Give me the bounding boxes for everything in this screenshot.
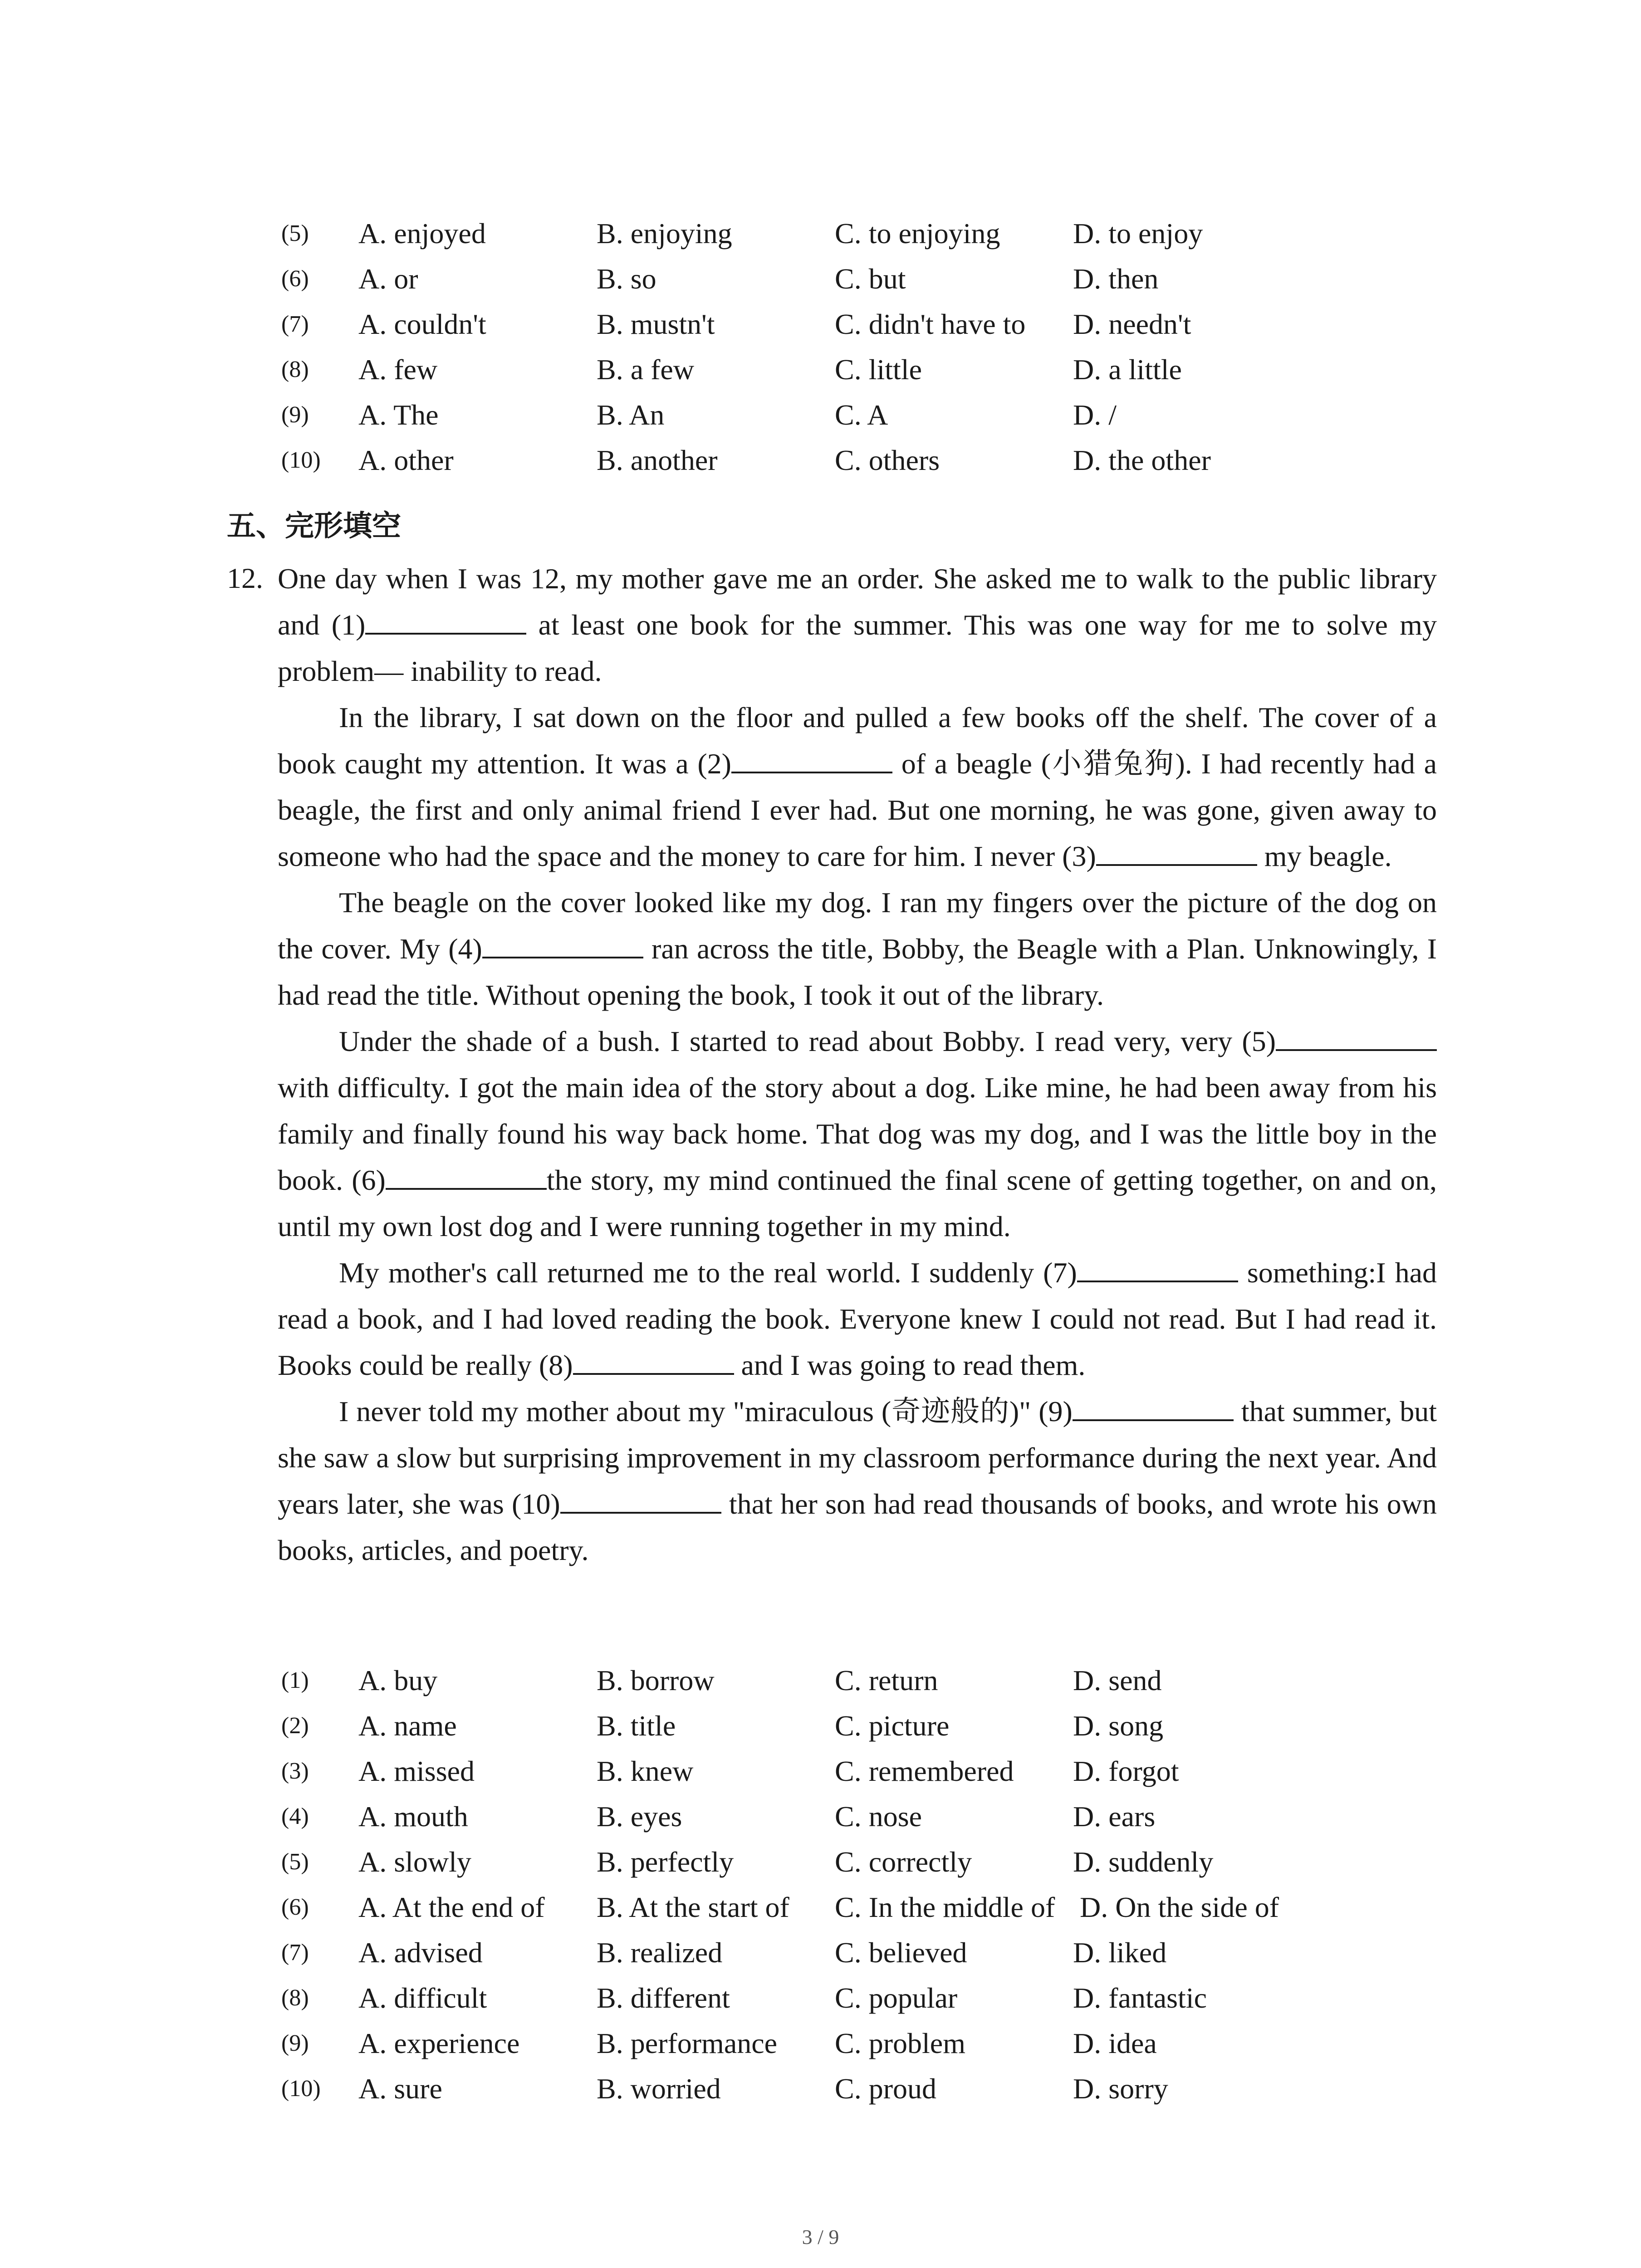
passage-text: In the library, I sat down on the floor and pulled a few books off the shelf. The cover of a book caught my attention. It was a (2): [278, 701, 1437, 780]
option-number: (7): [281, 311, 309, 337]
option-d: D. idea: [1073, 2027, 1157, 2059]
option-d: D. the other: [1073, 444, 1211, 476]
option-number: (9): [281, 2030, 309, 2056]
answer-blank[interactable]: [1077, 1251, 1238, 1282]
passage-paragraph: [278, 1018, 1437, 1250]
option-number: (8): [281, 357, 309, 382]
option-a: A. The: [358, 399, 439, 431]
option-number: (4): [281, 1804, 309, 1829]
passage-text: and I was going to read them.: [734, 1349, 1086, 1381]
option-a: A. advised: [358, 1936, 483, 1969]
passage-paragraph: [278, 556, 1437, 694]
option-b: B. title: [597, 1710, 676, 1742]
passage-text: my beagle.: [1257, 840, 1392, 872]
option-number: (6): [281, 266, 309, 292]
option-number: (7): [281, 1940, 309, 1965]
option-a: A. couldn't: [358, 308, 486, 340]
section-title: 五、完形填空: [227, 509, 401, 543]
passage-text: My mother's call returned me to the real world. I suddenly (7): [339, 1256, 1077, 1289]
option-d: D. fantastic: [1073, 1982, 1207, 2014]
passage-text: I never told my mother about my "miraculous (奇迹般的)" (9): [339, 1395, 1073, 1427]
option-d: D. a little: [1073, 353, 1182, 386]
option-a: A. slowly: [358, 1846, 471, 1878]
option-a: A. sure: [358, 2072, 442, 2105]
option-d: D. song: [1073, 1710, 1164, 1742]
option-d: D. On the side of: [1080, 1891, 1279, 1923]
option-a: A. buy: [358, 1664, 438, 1696]
passage-text: One day when I was 12, my mother gave me an order. She asked me to walk to the public library and (1): [278, 562, 1437, 641]
answer-blank[interactable]: [560, 1483, 721, 1514]
passage-text: something:I had read a book, and I had loved reading the book. Everyone knew I could not read. But I had read it. Books could be really (8): [278, 1256, 1437, 1381]
option-a: A. other: [358, 444, 454, 476]
option-b: B. realized: [597, 1936, 723, 1969]
option-number: (9): [281, 402, 309, 428]
option-number: (10): [281, 2076, 321, 2102]
option-c: C. but: [835, 263, 906, 295]
option-b: B. knew: [597, 1755, 694, 1787]
passage-text: that summer, but she saw a slow but surprising improvement in my classroom performance during the next year. And years later, she was (10): [278, 1395, 1437, 1520]
option-b: B. eyes: [597, 1800, 682, 1833]
answer-blank[interactable]: [1276, 1020, 1437, 1051]
option-b: B. a few: [597, 353, 695, 386]
passage-paragraph: [278, 880, 1437, 1018]
option-c: C. popular: [835, 1982, 958, 2014]
option-number: (1): [281, 1667, 309, 1693]
option-c: C. to enjoying: [835, 217, 1000, 249]
option-d: D. sorry: [1073, 2072, 1168, 2105]
option-c: C. In the middle of: [835, 1891, 1055, 1923]
option-d: D. ears: [1073, 1800, 1156, 1833]
option-b: B. worried: [597, 2072, 721, 2105]
answer-blank[interactable]: [731, 743, 892, 773]
passage-paragraph: [278, 1250, 1437, 1388]
option-c: C. didn't have to: [835, 308, 1026, 340]
option-b: B. borrow: [597, 1664, 715, 1696]
option-c: C. little: [835, 353, 922, 386]
passage-text: of a beagle (小猎兔狗). I had recently had a beagle, the first and only animal friend I ever had. But one morning, he was gone, given away to someone who had the space and the money to care for him. I never (3): [278, 748, 1437, 872]
option-c: C. picture: [835, 1710, 950, 1742]
option-d: D. needn't: [1073, 308, 1191, 340]
passage-text: Under the shade of a bush. I started to read about Bobby. I read very, very (5): [339, 1025, 1276, 1057]
passage-paragraph: [278, 1388, 1437, 1574]
option-b: B. mustn't: [597, 308, 715, 340]
passage-text: at least one book for the summer. This was one way for me to solve my problem— inability to read.: [278, 609, 1437, 687]
option-number: (8): [281, 1985, 309, 2011]
option-a: A. difficult: [358, 1982, 487, 2014]
option-a: A. At the end of: [358, 1891, 545, 1923]
passage-text: the story, my mind continued the final scene of getting together, on and on, until my own lost dog and I were running together in my mind.: [278, 1164, 1437, 1242]
option-c: C. others: [835, 444, 940, 476]
passage-text: The beagle on the cover looked like my dog. I ran my fingers over the picture of the dog on the cover. My (4): [278, 886, 1437, 965]
page-indicator: 3 / 9: [802, 2225, 839, 2248]
option-d: D. forgot: [1073, 1755, 1179, 1787]
passage-text: that her son had read thousands of books, and wrote his own books, articles, and poetry.: [278, 1488, 1437, 1566]
answer-blank[interactable]: [482, 928, 643, 958]
option-number: (5): [281, 1849, 309, 1875]
cloze-passage: [278, 556, 1437, 1574]
option-c: C. believed: [835, 1936, 967, 1969]
passage-text: ran across the title, Bobby, the Beagle with a Plan. Unknowingly, I had read the title. Without opening the book, I took it out of the library.: [278, 933, 1437, 1011]
option-d: D. liked: [1073, 1936, 1167, 1969]
option-a: A. missed: [358, 1755, 475, 1787]
option-number: (10): [281, 447, 321, 473]
option-b: B. another: [597, 444, 718, 476]
option-b: B. enjoying: [597, 217, 732, 249]
option-d: D. suddenly: [1073, 1846, 1214, 1878]
option-c: C. remembered: [835, 1755, 1014, 1787]
answer-blank[interactable]: [365, 604, 526, 635]
option-d: D. send: [1073, 1664, 1162, 1696]
option-c: C. A: [835, 399, 888, 431]
option-b: B. different: [597, 1982, 730, 2014]
option-a: A. few: [358, 353, 438, 386]
option-c: C. return: [835, 1664, 938, 1696]
option-b: B. At the start of: [597, 1891, 789, 1923]
answer-blank[interactable]: [1073, 1390, 1234, 1421]
passage-text: with difficulty. I got the main idea of the story about a dog. Like mine, he had been away from his family and finally found his way back home. That dog was my dog, and I was the little boy in the book. (6): [278, 1071, 1437, 1196]
option-b: B. so: [597, 263, 656, 295]
option-d: D. /: [1073, 399, 1117, 431]
answer-blank[interactable]: [1096, 835, 1257, 866]
option-a: A. experience: [358, 2027, 520, 2059]
option-b: B. An: [597, 399, 665, 431]
option-b: B. performance: [597, 2027, 778, 2059]
option-c: C. nose: [835, 1800, 922, 1833]
option-number: (6): [281, 1894, 309, 1920]
answer-blank[interactable]: [386, 1159, 547, 1190]
option-d: D. then: [1073, 263, 1159, 295]
option-number: (5): [281, 220, 309, 246]
option-number: (3): [281, 1758, 309, 1784]
question-number: 12.: [227, 562, 263, 594]
option-b: B. perfectly: [597, 1846, 734, 1878]
option-a: A. name: [358, 1710, 457, 1742]
option-c: C. proud: [835, 2072, 936, 2105]
answer-blank[interactable]: [573, 1344, 734, 1375]
option-c: C. correctly: [835, 1846, 972, 1878]
option-number: (2): [281, 1713, 309, 1739]
option-a: A. or: [358, 263, 418, 295]
option-c: C. problem: [835, 2027, 965, 2059]
option-a: A. mouth: [358, 1800, 468, 1833]
option-a: A. enjoyed: [358, 217, 486, 249]
option-d: D. to enjoy: [1073, 217, 1203, 249]
passage-paragraph: [278, 694, 1437, 880]
